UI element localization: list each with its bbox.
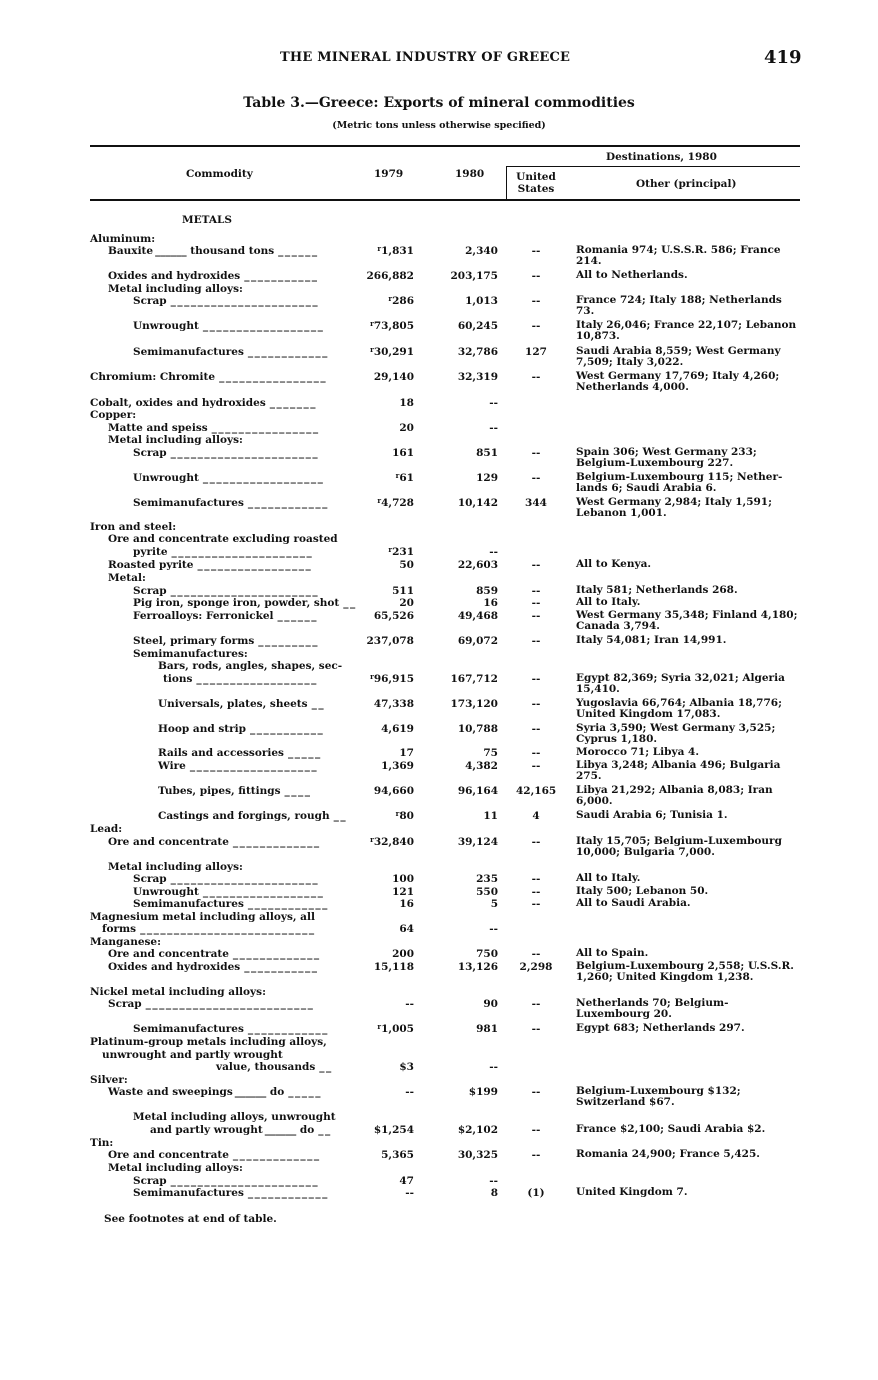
leader-dots: __________________ bbox=[202, 472, 325, 484]
commodity-label: Pig iron, sponge iron, powder, shot __ bbox=[133, 597, 357, 609]
destination-other: All to Netherlands. bbox=[576, 269, 688, 281]
value-1980: 39,124 bbox=[457, 836, 498, 848]
destination-other: Libya 3,248; Albania 496; Bulgaria 275. bbox=[576, 759, 781, 782]
table-row bbox=[0, 697, 878, 720]
leader-dots: ____________ bbox=[247, 1187, 329, 1199]
value-1980: 75 bbox=[483, 747, 498, 759]
leader-dots: __________________________ bbox=[140, 923, 316, 935]
value-1980: 13,126 bbox=[457, 961, 498, 973]
destination-other: West Germany 2,984; Italy 1,591; Lebanon 1,001. bbox=[576, 496, 772, 519]
leader-dots: __________________ bbox=[202, 320, 325, 332]
commodity-label: Metal including alloys: bbox=[108, 283, 243, 295]
table-row bbox=[0, 319, 878, 342]
value-1980: 4,382 bbox=[465, 760, 498, 772]
destination-other: West Germany 35,348; Finland 4,180; Canada 3,794. bbox=[576, 609, 798, 632]
value-1980: 129 bbox=[476, 472, 498, 484]
table-row bbox=[0, 546, 878, 559]
commodity-label: Ferroalloys: Ferronickel ______ bbox=[133, 610, 319, 622]
value-1979: 266,882 bbox=[366, 270, 414, 282]
value-united-states: -- bbox=[531, 873, 541, 885]
leader-dots: ___________ bbox=[244, 961, 319, 973]
value-1979: 200 bbox=[392, 948, 414, 960]
value-1979: 511 bbox=[392, 585, 414, 597]
value-united-states: -- bbox=[531, 597, 541, 609]
value-1979: $^r$286 bbox=[388, 294, 414, 307]
table-row bbox=[0, 873, 878, 886]
value-1980: 49,468 bbox=[457, 610, 498, 622]
table-row bbox=[0, 471, 878, 494]
value-1980: 8 bbox=[490, 1187, 498, 1199]
leader-dots: ______ bbox=[277, 610, 319, 622]
value-1979: 50 bbox=[399, 559, 414, 571]
commodity-label: Hoop and strip ___________ bbox=[158, 723, 325, 735]
value-1980: 550 bbox=[476, 886, 498, 898]
commodity-label: value, thousands __ bbox=[216, 1061, 333, 1073]
value-united-states: -- bbox=[531, 245, 541, 257]
value-united-states: -- bbox=[531, 948, 541, 960]
value-1980: 11 bbox=[483, 810, 498, 822]
value-1980: 167,712 bbox=[450, 673, 498, 685]
value-1980: 69,072 bbox=[457, 635, 498, 647]
destination-other: France $2,100; Saudi Arabia $2. bbox=[576, 1123, 766, 1135]
value-united-states: -- bbox=[531, 1149, 541, 1161]
value-united-states: 344 bbox=[525, 497, 547, 509]
commodity-label: Scrap _________________________ bbox=[108, 998, 315, 1010]
value-1980: 22,603 bbox=[457, 559, 498, 571]
table-row bbox=[0, 609, 878, 632]
commodity-label: Metal including alloys: bbox=[108, 434, 243, 446]
value-1979: 20 bbox=[399, 597, 414, 609]
destination-other: Morocco 71; Libya 4. bbox=[576, 746, 699, 758]
commodity-label: Wire ___________________ bbox=[158, 760, 319, 772]
value-1979: $3 bbox=[399, 1061, 414, 1073]
value-1980: $2,102 bbox=[457, 1124, 498, 1136]
commodity-label: pyrite _____________________ bbox=[133, 546, 314, 558]
commodity-label: Platinum-group metals including alloys, bbox=[90, 1036, 327, 1048]
leader-dots: __ bbox=[333, 810, 348, 822]
commodity-label: Semimanufactures ____________ bbox=[133, 1023, 329, 1035]
running-title: THE MINERAL INDUSTRY OF GREECE bbox=[280, 50, 571, 65]
table-row bbox=[0, 409, 878, 422]
leader-dots: _______ bbox=[269, 397, 317, 409]
value-united-states: -- bbox=[531, 673, 541, 685]
value-1980: 96,164 bbox=[457, 785, 498, 797]
destination-other: Syria 3,590; West Germany 3,525; Cyprus 1,180. bbox=[576, 722, 776, 745]
destination-other: Saudi Arabia 8,559; West Germany 7,509; Italy 3,022. bbox=[576, 345, 781, 368]
value-1979: 18 bbox=[399, 397, 414, 409]
value-united-states: -- bbox=[531, 295, 541, 307]
value-united-states: 2,298 bbox=[519, 961, 553, 973]
table-subtitle: (Metric tons unless otherwise specified) bbox=[332, 120, 546, 131]
table-row bbox=[0, 835, 878, 858]
value-1979: 4,619 bbox=[381, 723, 414, 735]
value-united-states: -- bbox=[531, 320, 541, 332]
value-1979: 17 bbox=[399, 747, 414, 759]
commodity-label: Scrap ______________________ bbox=[133, 585, 320, 597]
value-1980: -- bbox=[489, 923, 498, 935]
table-row bbox=[0, 635, 878, 648]
unit-label: ______ do bbox=[264, 1124, 315, 1136]
table-row bbox=[0, 533, 878, 546]
commodity-label: Unwrought __________________ bbox=[133, 320, 325, 332]
leader-dots: ______ bbox=[278, 245, 319, 257]
table-row bbox=[0, 559, 878, 572]
table-row bbox=[0, 898, 878, 911]
commodity-label: Unwrought __________________ bbox=[133, 886, 325, 898]
table-row bbox=[0, 672, 878, 695]
table-row bbox=[0, 345, 878, 368]
destination-other: Netherlands 70; Belgium-Luxembourg 20. bbox=[576, 997, 729, 1020]
table-row bbox=[0, 923, 878, 936]
value-united-states: -- bbox=[531, 723, 541, 735]
value-1979: 5,365 bbox=[381, 1149, 414, 1161]
value-1980: 1,013 bbox=[465, 295, 498, 307]
value-united-states: 4 bbox=[532, 810, 540, 822]
unit-label: ______ thousand tons bbox=[155, 245, 275, 257]
destination-other: Belgium-Luxembourg $132; Switzerland $67. bbox=[576, 1085, 741, 1108]
commodity-label: METALS bbox=[182, 214, 232, 226]
table-row bbox=[0, 1149, 878, 1162]
destinations-rule bbox=[506, 166, 800, 167]
table-row bbox=[0, 1061, 878, 1074]
leader-dots: __________________ bbox=[202, 886, 325, 898]
table-row bbox=[0, 759, 878, 782]
commodity-label: Semimanufactures: bbox=[133, 648, 248, 660]
value-1980: 203,175 bbox=[450, 270, 498, 282]
destination-other: All to Kenya. bbox=[576, 558, 652, 570]
value-1979: 47,338 bbox=[373, 698, 414, 710]
commodity-label: Oxides and hydroxides ___________ bbox=[108, 961, 319, 973]
commodity-label: Aluminum: bbox=[90, 233, 156, 245]
leader-dots: ___________ bbox=[244, 270, 319, 282]
value-1980: 173,120 bbox=[450, 698, 498, 710]
commodity-label: Lead: bbox=[90, 823, 123, 835]
table-row bbox=[0, 784, 878, 807]
value-1979: $^r$30,291 bbox=[370, 345, 414, 358]
leader-dots: ____________ bbox=[247, 1023, 329, 1035]
destination-other: Egypt 82,369; Syria 32,021; Algeria 15,410. bbox=[576, 672, 785, 695]
commodity-label: Waste and sweepings ______ do _____ bbox=[108, 1086, 323, 1098]
leader-dots: __ bbox=[343, 597, 357, 609]
value-1980: -- bbox=[489, 397, 498, 409]
value-1980: 10,142 bbox=[457, 497, 498, 509]
value-united-states: 127 bbox=[525, 346, 547, 358]
destination-other: Belgium-Luxembourg 115; Nether-lands 6; Saudi Arabia 6. bbox=[576, 471, 783, 494]
destination-other: Saudi Arabia 6; Tunisia 1. bbox=[576, 809, 728, 821]
header-1979: 1979 bbox=[374, 168, 404, 180]
commodity-label: forms __________________________ bbox=[102, 923, 316, 935]
table-row bbox=[0, 270, 878, 283]
destination-other: West Germany 17,769; Italy 4,260; Netherlands 4,000. bbox=[576, 370, 780, 393]
table-row bbox=[0, 1162, 878, 1175]
unit-label: ______ do bbox=[234, 1086, 285, 1098]
leader-dots: ___________ bbox=[249, 723, 325, 735]
value-1980: 32,319 bbox=[457, 371, 498, 383]
destination-other: Italy 54,081; Iran 14,991. bbox=[576, 634, 727, 646]
value-1979: 16 bbox=[399, 898, 414, 910]
destination-other: Italy 26,046; France 22,107; Lebanon 10,873. bbox=[576, 319, 797, 342]
destination-other: All to Italy. bbox=[576, 596, 641, 608]
commodity-label: Bauxite ______ thousand tons ______ bbox=[108, 245, 319, 257]
destination-other: Libya 21,292; Albania 8,083; Iran 6,000. bbox=[576, 784, 773, 807]
destination-other: All to Italy. bbox=[576, 872, 641, 884]
commodity-label: Scrap ______________________ bbox=[133, 295, 320, 307]
commodity-label: Roasted pyrite _________________ bbox=[108, 559, 313, 571]
us-column-divider bbox=[506, 166, 507, 199]
value-united-states: -- bbox=[531, 447, 541, 459]
value-united-states: -- bbox=[531, 836, 541, 848]
table-row bbox=[0, 446, 878, 469]
destination-other: Italy 500; Lebanon 50. bbox=[576, 885, 709, 897]
value-united-states: -- bbox=[531, 472, 541, 484]
value-united-states: -- bbox=[531, 886, 541, 898]
value-1979: $^r$80 bbox=[395, 809, 414, 822]
table-row bbox=[0, 810, 878, 823]
value-1980: 60,245 bbox=[457, 320, 498, 332]
commodity-label: Steel, primary forms _________ bbox=[133, 635, 319, 647]
value-united-states: -- bbox=[531, 760, 541, 772]
commodity-label: Chromium: Chromite ________________ bbox=[90, 371, 328, 383]
table-row bbox=[0, 294, 878, 317]
destination-other: Italy 581; Netherlands 268. bbox=[576, 584, 738, 596]
value-1979: 94,660 bbox=[373, 785, 414, 797]
value-1980: 2,340 bbox=[465, 245, 498, 257]
value-united-states: -- bbox=[531, 747, 541, 759]
value-1979: $^r$61 bbox=[395, 471, 414, 484]
commodity-label: Copper: bbox=[90, 409, 137, 421]
value-united-states: -- bbox=[531, 610, 541, 622]
page-number: 419 bbox=[764, 47, 802, 68]
commodity-label: Ore and concentrate _____________ bbox=[108, 948, 321, 960]
destination-other: All to Saudi Arabia. bbox=[576, 897, 691, 909]
leader-dots: ________________ bbox=[219, 371, 328, 383]
value-1979: -- bbox=[405, 1086, 414, 1098]
leader-dots: _____ bbox=[288, 1086, 323, 1098]
value-1980: 859 bbox=[476, 585, 498, 597]
value-united-states: (1) bbox=[527, 1187, 545, 1199]
commodity-label: Tin: bbox=[90, 1137, 114, 1149]
value-1979: $^r$231 bbox=[388, 545, 414, 558]
value-1979: -- bbox=[405, 998, 414, 1010]
commodity-label: Semimanufactures ____________ bbox=[133, 898, 329, 910]
table-row bbox=[0, 214, 878, 227]
commodity-label: Semimanufactures ____________ bbox=[133, 346, 329, 358]
commodity-label: Semimanufactures ____________ bbox=[133, 1187, 329, 1199]
leader-dots: ______________________ bbox=[170, 295, 320, 307]
leader-dots: __ bbox=[318, 1124, 332, 1136]
commodity-label: Scrap ______________________ bbox=[133, 873, 320, 885]
commodity-label: Castings and forgings, rough __ bbox=[158, 810, 348, 822]
value-united-states: 42,165 bbox=[516, 785, 557, 797]
commodity-label: Semimanufactures ____________ bbox=[133, 497, 329, 509]
commodity-label: Nickel metal including alloys: bbox=[90, 986, 266, 998]
destination-other: Romania 974; U.S.S.R. 586; France 214. bbox=[576, 244, 781, 267]
commodity-label: Silver: bbox=[90, 1074, 128, 1086]
value-united-states: -- bbox=[531, 898, 541, 910]
table-row bbox=[0, 572, 878, 585]
value-united-states: -- bbox=[531, 1086, 541, 1098]
table-row bbox=[0, 1124, 878, 1137]
leader-dots: _____________ bbox=[232, 1149, 321, 1161]
footnote-reference: See footnotes at end of table. bbox=[104, 1213, 277, 1225]
value-1980: -- bbox=[489, 422, 498, 434]
table-row bbox=[0, 1023, 878, 1036]
commodity-label: unwrought and partly wrought bbox=[102, 1049, 283, 1061]
table-row bbox=[0, 370, 878, 393]
leader-dots: _________________ bbox=[197, 559, 313, 571]
table-row bbox=[0, 244, 878, 267]
value-united-states: -- bbox=[531, 998, 541, 1010]
header-united-states: United States bbox=[516, 171, 556, 195]
value-1979: 237,078 bbox=[366, 635, 414, 647]
destination-other: Yugoslavia 66,764; Albania 18,776; United Kingdom 17,083. bbox=[576, 697, 782, 720]
value-1979: 20 bbox=[399, 422, 414, 434]
value-united-states: -- bbox=[531, 1124, 541, 1136]
value-1979: $^r$1,831 bbox=[377, 244, 414, 257]
leader-dots: ________________ bbox=[211, 422, 320, 434]
commodity-label: Cobalt, oxides and hydroxides _______ bbox=[90, 397, 317, 409]
value-united-states: -- bbox=[531, 635, 541, 647]
value-1979: 161 bbox=[392, 447, 414, 459]
value-1980: 32,786 bbox=[457, 346, 498, 358]
destination-other: Spain 306; West Germany 233; Belgium-Luxembourg 227. bbox=[576, 446, 757, 469]
destination-other: Romania 24,900; France 5,425. bbox=[576, 1148, 760, 1160]
commodity-label: Ore and concentrate _____________ bbox=[108, 1149, 321, 1161]
leader-dots: __ bbox=[311, 698, 326, 710]
leader-dots: _____________________ bbox=[171, 546, 314, 558]
leader-dots: __________________ bbox=[196, 673, 318, 685]
commodity-label: Oxides and hydroxides ___________ bbox=[108, 270, 319, 282]
value-united-states: -- bbox=[531, 559, 541, 571]
value-1980: 10,788 bbox=[457, 723, 498, 735]
value-1980: 981 bbox=[476, 1023, 498, 1035]
table-row bbox=[0, 1187, 878, 1200]
leader-dots: _________________________ bbox=[145, 998, 315, 1010]
value-1979: $^r$1,005 bbox=[377, 1022, 414, 1035]
table-row bbox=[0, 997, 878, 1020]
value-1979: 100 bbox=[392, 873, 414, 885]
commodity-label: Tubes, pipes, fittings ____ bbox=[158, 785, 312, 797]
top-rule bbox=[90, 145, 800, 147]
leader-dots: ____________ bbox=[247, 497, 329, 509]
value-1980: 16 bbox=[483, 597, 498, 609]
value-united-states: -- bbox=[531, 270, 541, 282]
header-destinations: Destinations, 1980 bbox=[606, 151, 717, 163]
commodity-label: Metal including alloys: bbox=[108, 1162, 243, 1174]
commodity-label: tions __________________ bbox=[163, 673, 318, 685]
destination-other: All to Spain. bbox=[576, 947, 649, 959]
table-row bbox=[0, 496, 878, 519]
header-bottom-rule bbox=[90, 199, 800, 201]
value-1980: 90 bbox=[483, 998, 498, 1010]
value-1980: -- bbox=[489, 546, 498, 558]
value-1980: 235 bbox=[476, 873, 498, 885]
value-1979: $^r$73,805 bbox=[370, 319, 414, 332]
value-1979: 64 bbox=[399, 923, 414, 935]
header-1980: 1980 bbox=[455, 168, 485, 180]
table-title: Table 3.—Greece: Exports of mineral commodities bbox=[243, 95, 635, 111]
value-1979: -- bbox=[405, 1187, 414, 1199]
leader-dots: ___________________ bbox=[189, 760, 319, 772]
commodity-label: and partly wrought ______ do __ bbox=[150, 1124, 332, 1136]
value-1980: -- bbox=[489, 1061, 498, 1073]
commodity-label: Rails and accessories _____ bbox=[158, 747, 322, 759]
leader-dots: ____________ bbox=[247, 346, 329, 358]
leader-dots: __ bbox=[319, 1061, 333, 1073]
destination-other: Belgium-Luxembourg 2,558; U.S.S.R. 1,260; United Kingdom 1,238. bbox=[576, 960, 794, 983]
value-united-states: -- bbox=[531, 585, 541, 597]
destination-other: France 724; Italy 188; Netherlands 73. bbox=[576, 294, 782, 317]
value-united-states: -- bbox=[531, 698, 541, 710]
commodity-label: Metal: bbox=[108, 572, 146, 584]
value-1979: 29,140 bbox=[373, 371, 414, 383]
commodity-label: Scrap ______________________ bbox=[133, 1175, 320, 1187]
destination-other: Egypt 683; Netherlands 297. bbox=[576, 1022, 745, 1034]
table-row bbox=[0, 722, 878, 745]
value-1980: 750 bbox=[476, 948, 498, 960]
commodity-label: Universals, plates, sheets __ bbox=[158, 698, 326, 710]
leader-dots: _____________ bbox=[232, 948, 321, 960]
header-commodity: Commodity bbox=[186, 168, 253, 180]
commodity-label: Bars, rods, angles, shapes, sec- bbox=[158, 660, 343, 672]
value-1980: 30,325 bbox=[457, 1149, 498, 1161]
commodity-label: Ore and concentrate _____________ bbox=[108, 836, 321, 848]
commodity-label: Iron and steel: bbox=[90, 521, 177, 533]
leader-dots: _____________ bbox=[232, 836, 321, 848]
commodity-label: Scrap ______________________ bbox=[133, 447, 320, 459]
leader-dots: ______________________ bbox=[170, 1175, 320, 1187]
value-1979: 121 bbox=[392, 886, 414, 898]
leader-dots: _________ bbox=[258, 635, 319, 647]
value-1979: 65,526 bbox=[373, 610, 414, 622]
leader-dots: ____ bbox=[284, 785, 312, 797]
leader-dots: ____________ bbox=[247, 898, 329, 910]
value-1980: -- bbox=[489, 1175, 498, 1187]
running-head bbox=[0, 47, 878, 71]
table-row bbox=[0, 1085, 878, 1108]
leader-dots: _____ bbox=[287, 747, 322, 759]
commodity-label: Magnesium metal including alloys, all bbox=[90, 911, 315, 923]
value-united-states: -- bbox=[531, 371, 541, 383]
value-1979: $^r$96,915 bbox=[370, 672, 414, 685]
value-1980: 851 bbox=[476, 447, 498, 459]
commodity-label: Metal including alloys: bbox=[108, 861, 243, 873]
commodity-label: Matte and speiss ________________ bbox=[108, 422, 320, 434]
leader-dots: ______________________ bbox=[170, 585, 320, 597]
destination-other: United Kingdom 7. bbox=[576, 1186, 688, 1198]
commodity-label: Manganese: bbox=[90, 936, 161, 948]
leader-dots: ______________________ bbox=[170, 873, 320, 885]
value-1979: 47 bbox=[399, 1175, 414, 1187]
value-1979: $1,254 bbox=[373, 1124, 414, 1136]
commodity-label: Unwrought __________________ bbox=[133, 472, 325, 484]
value-1980: $199 bbox=[468, 1086, 498, 1098]
value-1979: $^r$4,728 bbox=[377, 496, 414, 509]
table-row bbox=[0, 1036, 878, 1049]
value-1979: 15,118 bbox=[373, 961, 414, 973]
value-1979: 1,369 bbox=[381, 760, 414, 772]
header-other-principal: Other (principal) bbox=[636, 178, 737, 190]
leader-dots: ______________________ bbox=[170, 447, 320, 459]
value-1980: 5 bbox=[490, 898, 498, 910]
table-row bbox=[0, 960, 878, 983]
commodity-label: Metal including alloys, unwrought bbox=[133, 1111, 336, 1123]
value-united-states: -- bbox=[531, 1023, 541, 1035]
destination-other: Italy 15,705; Belgium-Luxembourg 10,000; Bulgaria 7,000. bbox=[576, 835, 782, 858]
commodity-label: Ore and concentrate excluding roasted bbox=[108, 533, 338, 545]
value-1979: $^r$32,840 bbox=[370, 835, 414, 848]
